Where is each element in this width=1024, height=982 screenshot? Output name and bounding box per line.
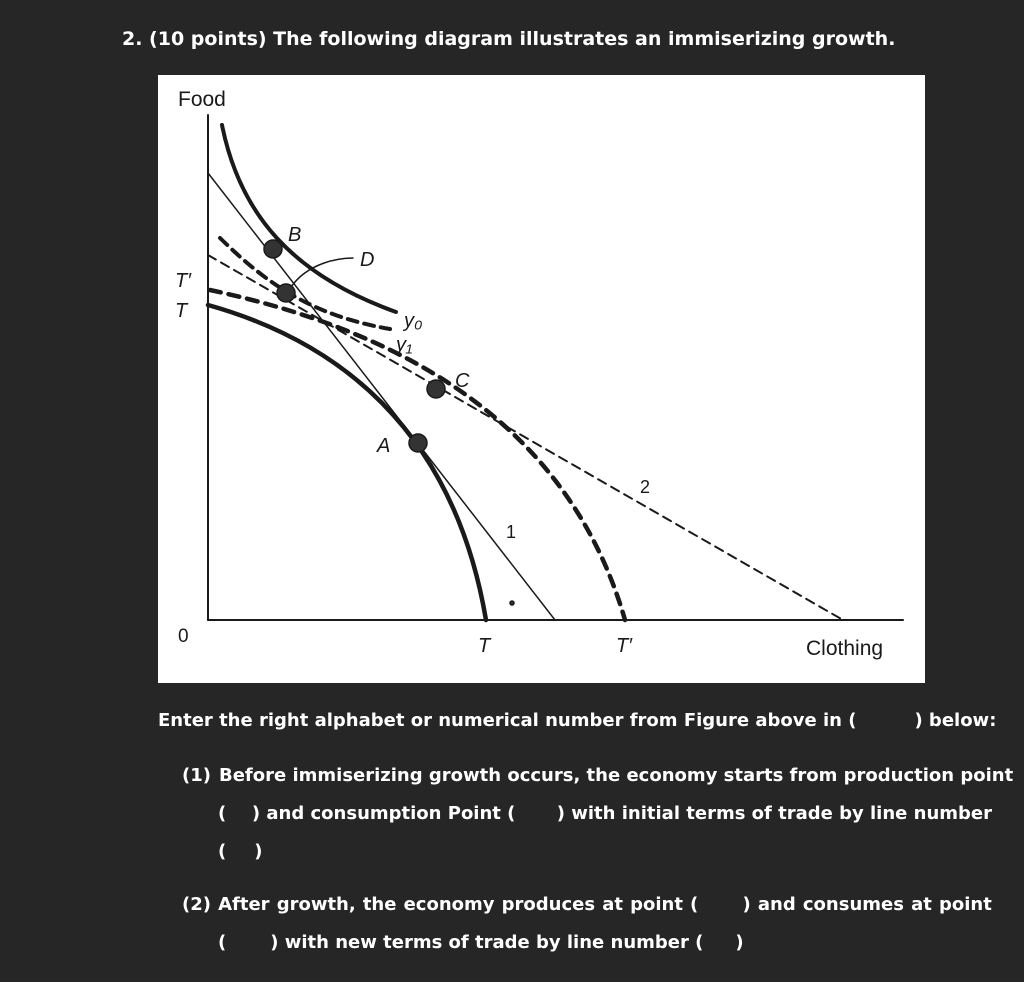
item-1-text-3: ) with initial terms of trade by line number xyxy=(556,803,992,824)
ppf-new xyxy=(210,290,625,620)
x-axis-label: Clothing xyxy=(806,637,884,660)
item-2-word: ) xyxy=(742,894,751,915)
item-2-paren-close: ) xyxy=(735,932,744,953)
item-1-paren-open-1: ( xyxy=(218,803,227,824)
item-2-word: growth, xyxy=(276,894,356,915)
point-a-label: A xyxy=(377,435,391,457)
x-tick-t-prime: T′ xyxy=(616,635,632,657)
point-d-marker xyxy=(277,284,295,302)
item-2-line-2 xyxy=(182,924,992,962)
question-item-1 xyxy=(182,757,1014,871)
point-a-marker xyxy=(409,434,427,452)
item-2-word: and xyxy=(757,894,796,915)
item-2-word: point xyxy=(630,894,683,915)
point-d-label: D xyxy=(360,249,375,271)
answer-blank-new-line[interactable] xyxy=(703,924,735,962)
stray-dot xyxy=(510,601,514,605)
curve-y1-label: y₁ xyxy=(396,334,413,356)
line-2-label: 2 xyxy=(640,477,651,497)
item-2-word: ( xyxy=(690,894,699,915)
point-c-label: C xyxy=(455,370,470,392)
instructions-text-after: ) below: xyxy=(914,710,997,731)
question-item-2 xyxy=(182,886,992,962)
item-2-word: After xyxy=(218,894,270,915)
line-1-label: 1 xyxy=(506,522,517,542)
instructions xyxy=(158,710,996,731)
item-2-number: (2) xyxy=(182,894,211,915)
y-tick-t: T xyxy=(175,300,188,322)
item-2-word: the xyxy=(362,894,397,915)
item-1-text-2: ) and consumption Point ( xyxy=(251,803,516,824)
point-b-label: B xyxy=(288,224,302,246)
item-1-number: (1) xyxy=(182,765,211,786)
answer-blank-consumption-point[interactable] xyxy=(515,795,556,833)
question-title: 2. (10 points) The following diagram illustrates an immiserizing growth. xyxy=(122,28,896,50)
point-c-marker xyxy=(427,380,445,398)
item-1-line-2 xyxy=(182,795,992,833)
origin-label: 0 xyxy=(178,626,189,647)
item-2-word: at xyxy=(602,894,623,915)
answer-blank-initial-line[interactable] xyxy=(226,833,254,871)
item-2-word: economy xyxy=(403,894,495,915)
y-tick-t-prime: T′ xyxy=(175,270,191,292)
item-1-text-1: Before immiserizing growth occurs, the economy starts from production point xyxy=(218,765,1014,786)
instructions-text-before: Enter the right alphabet or numerical number from Figure above in ( xyxy=(158,710,857,731)
indifference-curve-y0 xyxy=(222,125,396,312)
x-tick-t: T xyxy=(478,635,491,657)
item-2-paren-open: ( xyxy=(218,932,227,953)
diagram-svg xyxy=(158,75,925,683)
item-1-line-3 xyxy=(182,833,992,871)
item-1-line-1 xyxy=(182,757,1014,795)
terms-of-trade-line-1 xyxy=(208,173,555,620)
item-2-word: consumes xyxy=(802,894,904,915)
curve-y0-label: y₀ xyxy=(404,310,423,332)
item-2-word: at xyxy=(911,894,932,915)
item-2-word: point xyxy=(938,894,992,915)
item-2-line-1 xyxy=(182,886,992,924)
item-1-paren-close-3: ) xyxy=(254,841,263,862)
immiserizing-growth-diagram xyxy=(158,75,925,683)
item-1-paren-open-3: ( xyxy=(218,841,227,862)
point-b-marker xyxy=(264,240,282,258)
answer-blank-new-production-point[interactable] xyxy=(705,886,735,924)
item-2-word: produces xyxy=(501,894,596,915)
item-2-text-2: ) with new terms of trade by line number ( xyxy=(270,932,704,953)
y-axis-label: Food xyxy=(178,88,226,111)
terms-of-trade-line-2 xyxy=(208,255,843,620)
answer-blank-new-consumption-point[interactable] xyxy=(226,924,270,962)
answer-blank-production-point[interactable] xyxy=(226,795,252,833)
